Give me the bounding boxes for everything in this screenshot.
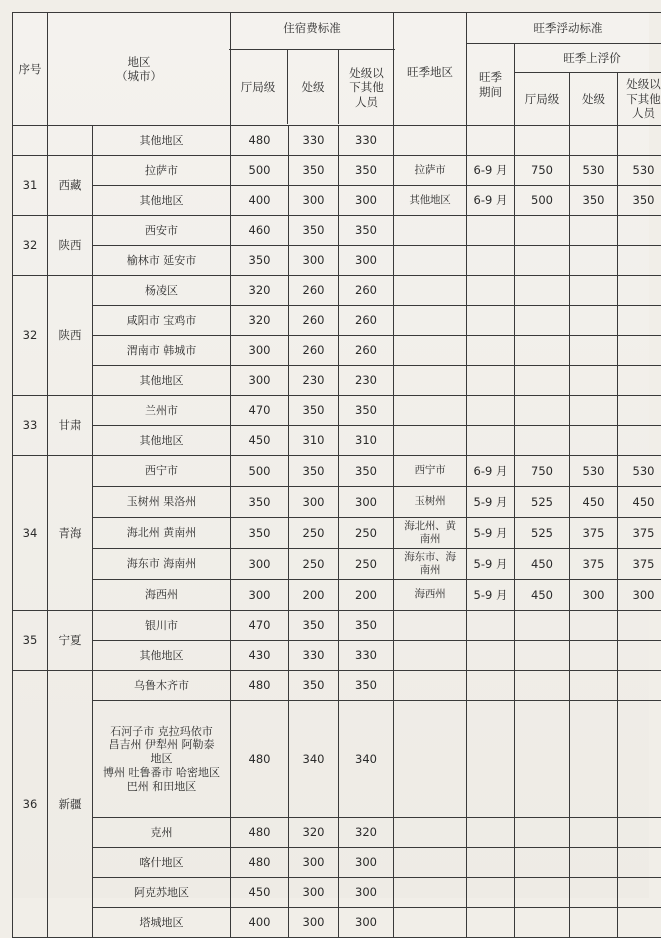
row-division-rate: 350 (289, 216, 339, 246)
header-peak-below: 处级以 下其他 人员 (618, 73, 661, 126)
row-peak-region: 其他地区 (394, 186, 467, 216)
row-peak-period: 5-9 月 (467, 487, 515, 518)
row-peak-division (570, 818, 618, 848)
row-other-rate: 320 (339, 818, 394, 848)
header-peak-bureau: 厅局级 (515, 73, 570, 126)
row-city: 阿克苏地区 (93, 878, 231, 908)
row-province: 陕西 (48, 216, 93, 276)
row-other-rate: 350 (339, 156, 394, 186)
row-other-rate: 330 (339, 126, 394, 156)
table-row (13, 306, 661, 336)
table-row (13, 878, 661, 908)
row-division-rate: 340 (289, 701, 339, 818)
row-peak-period (467, 396, 515, 426)
row-other-rate: 300 (339, 487, 394, 518)
row-seq: 36 (13, 671, 48, 938)
row-bureau-rate: 400 (231, 908, 289, 938)
row-bureau-rate: 350 (231, 246, 289, 276)
row-other-rate: 200 (339, 580, 394, 611)
row-peak-division (570, 216, 618, 246)
row-peak-period (467, 611, 515, 641)
row-city: 乌鲁木齐市 (93, 671, 231, 701)
row-division-rate: 320 (289, 818, 339, 848)
row-city: 兰州市 (93, 396, 231, 426)
table-row (13, 487, 661, 518)
lodging-standards-table (12, 12, 661, 938)
row-peak-period (467, 276, 515, 306)
row-peak-other (618, 396, 661, 426)
row-peak-other (618, 611, 661, 641)
row-peak-other: 300 (618, 580, 661, 611)
row-city: 其他地区 (93, 366, 231, 396)
row-bureau-rate: 450 (231, 878, 289, 908)
row-peak-division (570, 611, 618, 641)
header-peak-period: 旺季 期间 (467, 44, 515, 126)
row-bureau-rate: 480 (231, 701, 289, 818)
row-peak-bureau (515, 276, 570, 306)
row-peak-bureau (515, 246, 570, 276)
row-seq: 35 (13, 611, 48, 671)
row-peak-other (618, 908, 661, 938)
row-peak-region (394, 336, 467, 366)
row-bureau-rate: 300 (231, 366, 289, 396)
row-peak-bureau: 500 (515, 186, 570, 216)
header-seq: 序号 (13, 13, 48, 126)
table-row (13, 671, 661, 701)
row-city: 海北州 黄南州 (93, 518, 231, 549)
row-peak-other (618, 426, 661, 456)
row-division-rate: 350 (289, 156, 339, 186)
lodging-subheaders (229, 49, 395, 124)
row-peak-period (467, 671, 515, 701)
row-bureau-rate: 300 (231, 549, 289, 580)
row-peak-division: 450 (570, 487, 618, 518)
row-peak-other (618, 671, 661, 701)
row-other-rate: 260 (339, 276, 394, 306)
row-peak-region (394, 306, 467, 336)
row-bureau-rate: 470 (231, 396, 289, 426)
row-seq: 33 (13, 396, 48, 456)
row-bureau-rate: 300 (231, 336, 289, 366)
header-peak-region: 旺季地区 (394, 13, 467, 126)
row-peak-division (570, 641, 618, 671)
row-division-rate: 300 (289, 246, 339, 276)
row-division-rate: 260 (289, 336, 339, 366)
row-other-rate: 350 (339, 456, 394, 487)
row-peak-period (467, 818, 515, 848)
row-peak-division (570, 908, 618, 938)
row-peak-other (618, 336, 661, 366)
row-division-rate: 350 (289, 611, 339, 641)
row-peak-region (394, 908, 467, 938)
table-row (13, 396, 661, 426)
row-division-rate: 350 (289, 671, 339, 701)
row-peak-other (618, 848, 661, 878)
row-province: 青海 (48, 456, 93, 611)
row-peak-other (618, 306, 661, 336)
row-city: 海西州 (93, 580, 231, 611)
row-city: 其他地区 (93, 126, 231, 156)
header-peak-float: 旺季浮动标准 (467, 13, 661, 44)
row-peak-division (570, 246, 618, 276)
row-peak-other: 350 (618, 186, 661, 216)
row-peak-other (618, 818, 661, 848)
row-peak-region: 海北州、黄 南州 (394, 518, 467, 549)
lodging-division-header: 处级 (288, 50, 339, 124)
row-other-rate: 340 (339, 701, 394, 818)
table-row (13, 336, 661, 366)
table-row (13, 549, 661, 580)
row-peak-bureau: 450 (515, 549, 570, 580)
row-peak-period: 6-9 月 (467, 156, 515, 186)
row-seq: 32 (13, 216, 48, 276)
row-peak-bureau: 450 (515, 580, 570, 611)
row-peak-period: 5-9 月 (467, 580, 515, 611)
row-peak-division (570, 671, 618, 701)
row-peak-period (467, 878, 515, 908)
row-seq: 32 (13, 276, 48, 396)
table-row (13, 701, 661, 818)
row-peak-bureau (515, 396, 570, 426)
row-peak-division: 350 (570, 186, 618, 216)
row-other-rate: 250 (339, 549, 394, 580)
row-division-rate: 300 (289, 186, 339, 216)
row-peak-period: 5-9 月 (467, 518, 515, 549)
row-bureau-rate: 460 (231, 216, 289, 246)
row-peak-bureau (515, 848, 570, 878)
row-peak-region (394, 366, 467, 396)
row-city: 西安市 (93, 216, 231, 246)
row-bureau-rate: 470 (231, 611, 289, 641)
row-bureau-rate: 480 (231, 818, 289, 848)
row-peak-bureau (515, 126, 570, 156)
row-peak-bureau (515, 611, 570, 641)
row-city: 其他地区 (93, 641, 231, 671)
table-row (13, 848, 661, 878)
row-other-rate: 300 (339, 878, 394, 908)
row-city: 咸阳市 宝鸡市 (93, 306, 231, 336)
table-row (13, 276, 661, 306)
row-peak-region: 海西州 (394, 580, 467, 611)
row-peak-division (570, 426, 618, 456)
row-peak-region (394, 246, 467, 276)
header-lodging-standard: 住宿费标准 厅局级 处级 处级以 下其他 人员 (231, 13, 394, 126)
row-other-rate: 260 (339, 306, 394, 336)
table-row (13, 518, 661, 549)
row-bureau-rate: 480 (231, 671, 289, 701)
row-bureau-rate: 300 (231, 580, 289, 611)
row-peak-bureau (515, 366, 570, 396)
row-peak-period (467, 641, 515, 671)
row-province: 宁夏 (48, 611, 93, 671)
row-peak-division (570, 396, 618, 426)
row-peak-other: 450 (618, 487, 661, 518)
row-city: 榆林市 延安市 (93, 246, 231, 276)
row-peak-period (467, 216, 515, 246)
table-row (13, 908, 661, 938)
row-division-rate: 250 (289, 549, 339, 580)
row-peak-bureau (515, 818, 570, 848)
row-bureau-rate: 450 (231, 426, 289, 456)
row-division-rate: 300 (289, 908, 339, 938)
row-other-rate: 330 (339, 641, 394, 671)
row-peak-region (394, 641, 467, 671)
row-peak-bureau (515, 216, 570, 246)
row-peak-other (618, 246, 661, 276)
row-other-rate: 300 (339, 908, 394, 938)
row-city: 拉萨市 (93, 156, 231, 186)
row-peak-bureau (515, 426, 570, 456)
row-peak-region: 拉萨市 (394, 156, 467, 186)
row-other-rate: 350 (339, 611, 394, 641)
row-peak-bureau: 750 (515, 456, 570, 487)
row-other-rate: 230 (339, 366, 394, 396)
row-peak-bureau (515, 641, 570, 671)
row-peak-region: 西宁市 (394, 456, 467, 487)
row-peak-other: 530 (618, 456, 661, 487)
row-peak-region (394, 126, 467, 156)
row-seq: 34 (13, 456, 48, 611)
row-bureau-rate: 430 (231, 641, 289, 671)
row-city: 其他地区 (93, 186, 231, 216)
row-bureau-rate: 480 (231, 126, 289, 156)
row-peak-division (570, 848, 618, 878)
row-peak-region (394, 396, 467, 426)
row-peak-other (618, 276, 661, 306)
row-peak-region (394, 848, 467, 878)
row-peak-bureau: 525 (515, 518, 570, 549)
row-peak-division (570, 126, 618, 156)
row-division-rate: 260 (289, 306, 339, 336)
row-bureau-rate: 500 (231, 456, 289, 487)
row-peak-division: 300 (570, 580, 618, 611)
row-peak-division (570, 878, 618, 908)
row-other-rate: 350 (339, 216, 394, 246)
row-peak-bureau (515, 701, 570, 818)
row-division-rate: 350 (289, 396, 339, 426)
row-peak-other (618, 878, 661, 908)
row-peak-period: 6-9 月 (467, 456, 515, 487)
row-peak-region (394, 878, 467, 908)
table-row (13, 580, 661, 611)
row-seq: 31 (13, 156, 48, 216)
row-city: 其他地区 (93, 426, 231, 456)
row-bureau-rate: 400 (231, 186, 289, 216)
row-peak-period (467, 306, 515, 336)
row-city: 塔城地区 (93, 908, 231, 938)
row-other-rate: 350 (339, 671, 394, 701)
row-peak-period: 6-9 月 (467, 186, 515, 216)
header-peak-upper: 旺季上浮价 (515, 44, 661, 73)
row-peak-other (618, 126, 661, 156)
row-other-rate: 300 (339, 848, 394, 878)
row-division-rate: 250 (289, 518, 339, 549)
row-province: 甘肃 (48, 396, 93, 456)
row-peak-region (394, 818, 467, 848)
row-bureau-rate: 500 (231, 156, 289, 186)
row-peak-division (570, 306, 618, 336)
row-bureau-rate: 320 (231, 276, 289, 306)
row-division-rate: 300 (289, 487, 339, 518)
row-division-rate: 330 (289, 126, 339, 156)
row-peak-division (570, 276, 618, 306)
row-province (48, 126, 93, 156)
row-peak-other: 375 (618, 549, 661, 580)
document-page (12, 12, 649, 898)
row-peak-other: 530 (618, 156, 661, 186)
table-row (13, 156, 661, 186)
row-peak-division (570, 701, 618, 818)
row-province: 陕西 (48, 276, 93, 396)
row-bureau-rate: 350 (231, 487, 289, 518)
row-peak-period (467, 908, 515, 938)
row-peak-other (618, 366, 661, 396)
row-division-rate: 330 (289, 641, 339, 671)
row-peak-period (467, 366, 515, 396)
header-region: 地区 （城市） (48, 13, 231, 126)
row-peak-bureau (515, 306, 570, 336)
row-peak-period (467, 701, 515, 818)
lodging-below-header: 处级以 下其他 人员 (339, 50, 394, 124)
row-division-rate: 200 (289, 580, 339, 611)
row-peak-bureau: 525 (515, 487, 570, 518)
lodging-bureau-header: 厅局级 (229, 50, 288, 124)
row-peak-division: 375 (570, 518, 618, 549)
row-other-rate: 300 (339, 246, 394, 276)
row-division-rate: 310 (289, 426, 339, 456)
row-peak-region: 海东市、海 南州 (394, 549, 467, 580)
row-city: 西宁市 (93, 456, 231, 487)
row-province: 西藏 (48, 156, 93, 216)
row-province: 新疆 (48, 671, 93, 938)
row-peak-other (618, 216, 661, 246)
row-peak-period (467, 426, 515, 456)
row-peak-bureau (515, 336, 570, 366)
row-peak-division: 530 (570, 456, 618, 487)
row-peak-region (394, 701, 467, 818)
row-seq (13, 126, 48, 156)
row-division-rate: 300 (289, 878, 339, 908)
row-peak-region (394, 611, 467, 641)
table-row (13, 641, 661, 671)
table-row (13, 366, 661, 396)
row-peak-division: 375 (570, 549, 618, 580)
row-peak-region (394, 276, 467, 306)
row-other-rate: 310 (339, 426, 394, 456)
row-peak-period (467, 246, 515, 276)
table-body (13, 126, 661, 938)
row-peak-other: 375 (618, 518, 661, 549)
row-division-rate: 300 (289, 848, 339, 878)
row-other-rate: 250 (339, 518, 394, 549)
row-peak-division (570, 366, 618, 396)
row-other-rate: 260 (339, 336, 394, 366)
table-row (13, 818, 661, 848)
row-peak-division: 530 (570, 156, 618, 186)
row-peak-period (467, 848, 515, 878)
row-other-rate: 300 (339, 186, 394, 216)
row-division-rate: 230 (289, 366, 339, 396)
table-row (13, 246, 661, 276)
table-row (13, 426, 661, 456)
row-peak-region: 玉树州 (394, 487, 467, 518)
row-peak-region (394, 426, 467, 456)
row-city: 银川市 (93, 611, 231, 641)
row-city: 石河子市 克拉玛依市 昌吉州 伊犁州 阿勒泰 地区 博州 吐鲁番市 哈密地区 巴州 和田地区 (93, 701, 231, 818)
row-division-rate: 350 (289, 456, 339, 487)
row-peak-bureau: 750 (515, 156, 570, 186)
row-peak-region (394, 216, 467, 246)
row-city: 杨凌区 (93, 276, 231, 306)
row-peak-period: 5-9 月 (467, 549, 515, 580)
row-peak-period (467, 126, 515, 156)
row-division-rate: 260 (289, 276, 339, 306)
row-bureau-rate: 480 (231, 848, 289, 878)
row-city: 玉树州 果洛州 (93, 487, 231, 518)
table-row (13, 216, 661, 246)
table-row (13, 126, 661, 156)
row-city: 渭南市 韩城市 (93, 336, 231, 366)
row-peak-other (618, 701, 661, 818)
row-city: 喀什地区 (93, 848, 231, 878)
row-bureau-rate: 350 (231, 518, 289, 549)
table-row (13, 611, 661, 641)
table-row (13, 186, 661, 216)
row-other-rate: 350 (339, 396, 394, 426)
row-bureau-rate: 320 (231, 306, 289, 336)
row-city: 海东市 海南州 (93, 549, 231, 580)
row-peak-bureau (515, 908, 570, 938)
row-peak-bureau (515, 671, 570, 701)
row-peak-other (618, 641, 661, 671)
row-city: 克州 (93, 818, 231, 848)
header-peak-division: 处级 (570, 73, 618, 126)
row-peak-region (394, 671, 467, 701)
row-peak-bureau (515, 878, 570, 908)
row-peak-division (570, 336, 618, 366)
table-row (13, 456, 661, 487)
row-peak-period (467, 336, 515, 366)
